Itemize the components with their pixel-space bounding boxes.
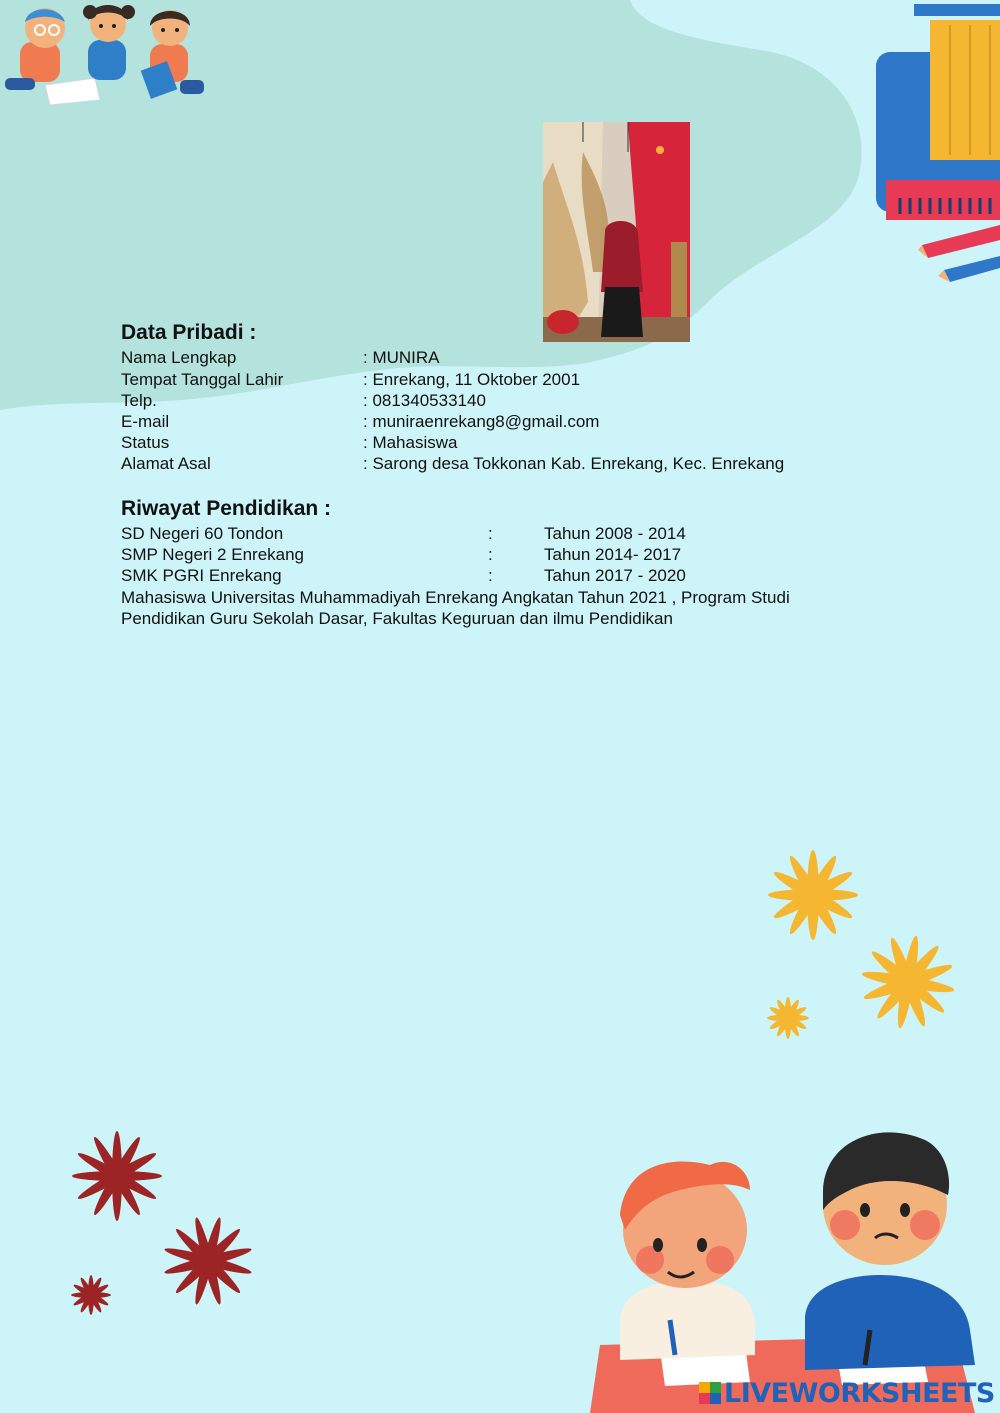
separator: : [488,524,493,543]
row-value: : MUNIRA [363,348,440,367]
education-heading: Riwayat Pendidikan : [121,497,332,520]
row-value: : Mahasiswa [363,433,458,452]
school-years: Tahun 2008 - 2014 [544,524,686,543]
liveworksheets-logo-icon [699,1382,721,1404]
paragraph-line: Mahasiswa Universitas Muhammadiyah Enrekang Angkatan Tahun 2021 , Program Studi [121,588,790,607]
red-flower-icon [163,1216,253,1306]
row-value: : Enrekang, 11 Oktober 2001 [363,370,581,389]
yellow-flowers-decoration [760,840,970,1050]
red-flowers-decoration [60,1125,270,1325]
red-flower-icon [71,1275,111,1315]
row-label: Status [121,433,170,452]
yellow-flower-icon [767,997,809,1039]
profile-photo [543,122,690,342]
school-name: SD Negeri 60 Tondon [121,524,284,543]
yellow-flower-icon [768,850,858,940]
school-name: SMP Negeri 2 Enrekang [121,545,305,564]
school-years: Tahun 2014- 2017 [544,545,682,564]
row-value: : Sarong desa Tokkonan Kab. Enrekang, Kec. Enrekang [363,454,785,473]
row-label: Tempat Tanggal Lahir [121,370,284,389]
books-and-pencils-illustration [870,0,1000,290]
row-label: Nama Lengkap [121,348,237,367]
row-label: Alamat Asal [121,454,211,473]
paragraph-line: Pendidikan Guru Sekolah Dasar, Fakultas Keguruan dan ilmu Pendidikan [121,609,673,628]
row-value: : muniraenrekang8@gmail.com [363,412,600,431]
university-paragraph [121,587,881,629]
separator: : [488,566,493,585]
yellow-flower-icon [861,935,956,1030]
row-label: E-mail [121,412,170,431]
row-value: : 081340533140 [363,391,486,410]
personal-data-heading: Data Pribadi : [121,321,257,344]
row-label: Telp. [121,391,157,410]
red-flower-icon [72,1131,162,1221]
children-writing-illustration [580,1120,1000,1413]
school-years: Tahun 2017 - 2020 [544,566,686,585]
children-reading-illustration [0,0,215,110]
brand-name: LIVEWORKSHEETS [724,1377,995,1409]
liveworksheets-logo [699,1379,995,1407]
separator: : [488,545,493,564]
school-name: SMK PGRI Enrekang [121,566,282,585]
